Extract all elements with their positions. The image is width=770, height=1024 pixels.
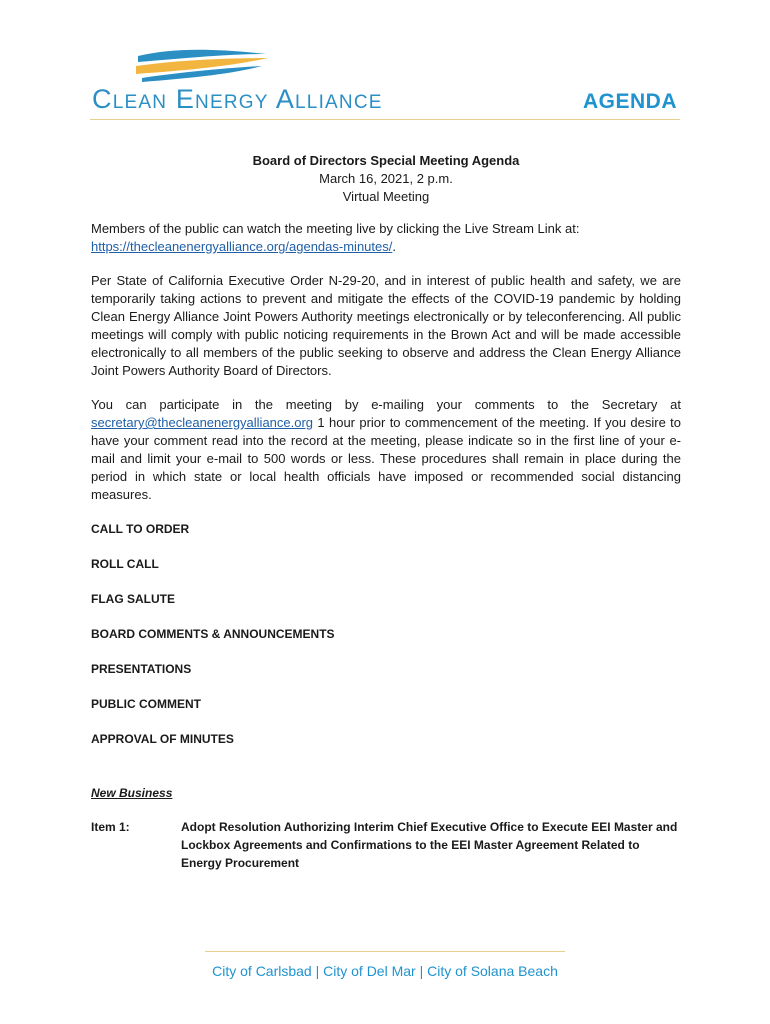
- new-business-heading: New Business: [91, 786, 173, 800]
- live-stream-link[interactable]: https://thecleanenergyalliance.org/agendas-minutes/: [91, 239, 393, 254]
- meeting-location: Virtual Meeting: [342, 189, 430, 204]
- participation-paragraph: [91, 396, 681, 504]
- watch-text: Members of the public can watch the meeting live by clicking the Live Stream Link at:: [91, 221, 580, 236]
- footer-divider: [205, 951, 565, 952]
- section-approval-of-minutes: APPROVAL OF MINUTES: [91, 732, 234, 746]
- meeting-date: March 16, 2021, 2 p.m.: [319, 171, 453, 186]
- section-flag-salute: FLAG SALUTE: [91, 592, 175, 606]
- footer-cities: City of Carlsbad | City of Del Mar | City of Solana Beach: [212, 963, 558, 979]
- section-roll-call: ROLL CALL: [91, 557, 159, 571]
- agenda-body: [91, 152, 681, 872]
- link-suffix: .: [392, 239, 396, 254]
- clean-energy-alliance-logo: [132, 46, 272, 86]
- section-presentations: PRESENTATIONS: [91, 662, 192, 676]
- participate-prefix: You can participate in the meeting by e-mailing your comments to the Secretary at: [91, 397, 681, 412]
- participate-suffix: 1 hour prior to commencement of the meeting. If you desire to have your comment read into the record at the meeting, please indicate so in the first line of your e-mail and limit your e-mail to 500 words or less. These procedures shall remain in place during the period in which state or local health officials have imposed or recommended social distancing measures.: [91, 415, 681, 502]
- item-description: Adopt Resolution Authorizing Interim Chief Executive Office to Execute EEI Master and Lockbox Agreements and Confirmations to the EEI Master Agreement Related to Energy Procurement: [181, 820, 678, 870]
- section-public-comment: PUBLIC COMMENT: [91, 697, 201, 711]
- agenda-item: [91, 818, 681, 872]
- secretary-email-link[interactable]: secretary@thecleanenergyalliance.org: [91, 415, 314, 430]
- meeting-title: Board of Directors Special Meeting Agenda: [252, 153, 520, 168]
- agenda-label: AGENDA: [582, 90, 677, 113]
- item-number: Item 1:: [91, 820, 130, 834]
- meeting-heading: [91, 152, 681, 206]
- header-divider: [90, 119, 680, 120]
- brand-name: Clean Energy Alliance: [92, 84, 383, 114]
- section-board-comments: BOARD COMMENTS & ANNOUNCEMENTS: [91, 627, 335, 641]
- executive-order-paragraph: Per State of California Executive Order N-29-20, and in interest of public health and safety, we are temporarily taking actions to prevent and mitigate the effects of the COVID-19 pandemic by holding Clean Energy Alliance Joint Powers Authority meetings electronically or by teleconferencing. All public meetings will comply with public noticing requirements in the Brown Act and will be made accessible electronically to all members of the public seeking to observe and address the Clean Energy Alliance Joint Powers Authority Board of Directors.: [91, 273, 681, 378]
- section-call-to-order: CALL TO ORDER: [91, 522, 190, 536]
- watch-paragraph: [91, 220, 681, 256]
